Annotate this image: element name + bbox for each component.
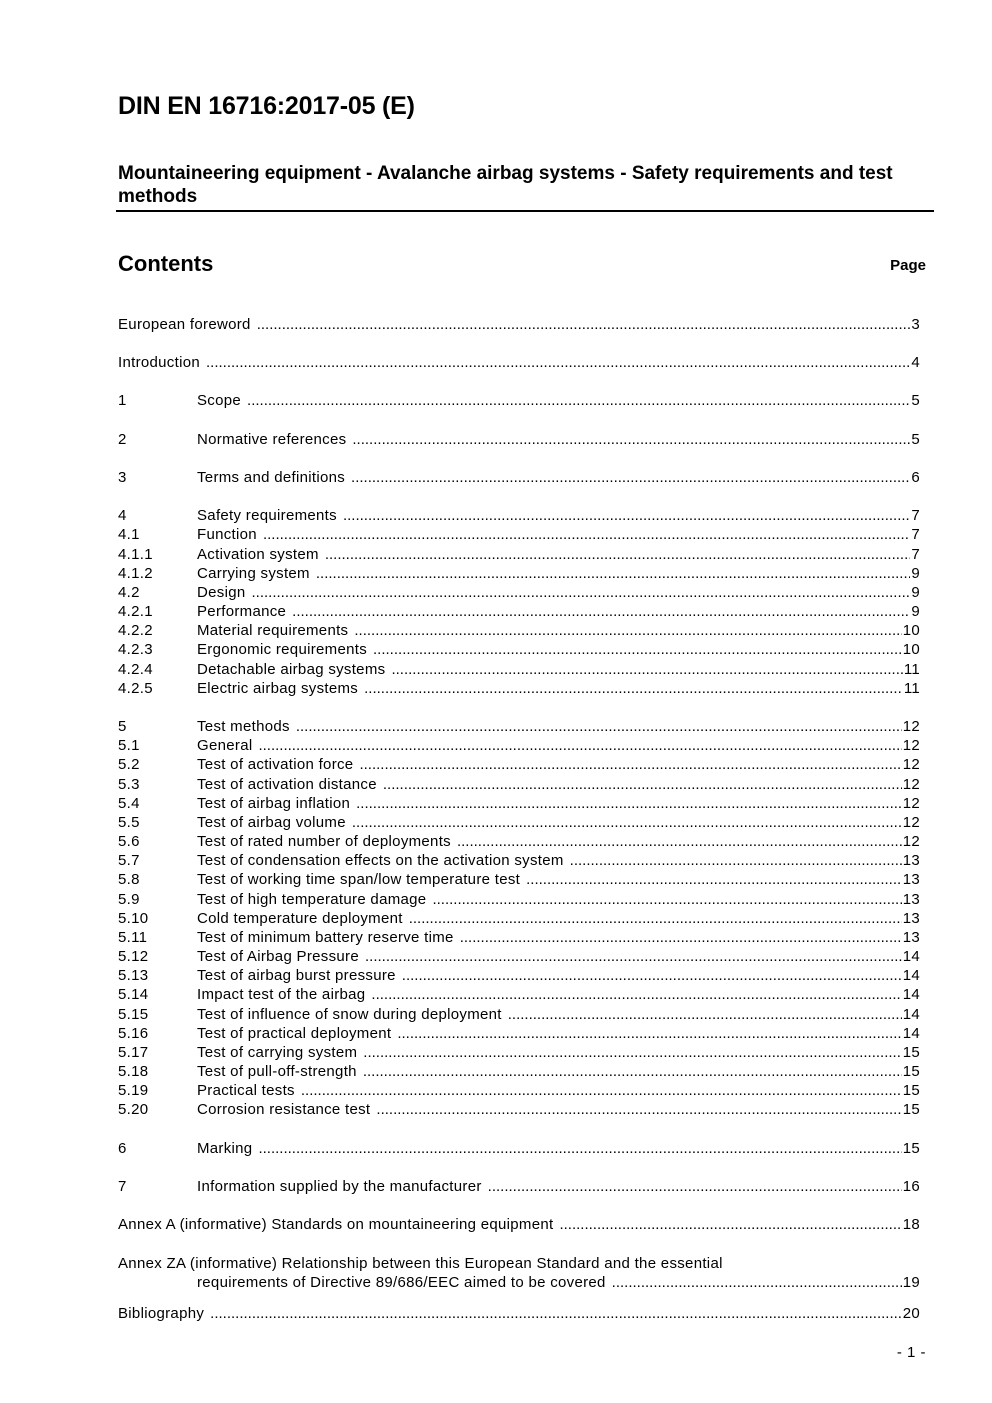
toc-entry-title: requirements of Directive 89/686/EEC aimed to be covered bbox=[197, 1274, 606, 1291]
toc-entry[interactable] bbox=[118, 391, 920, 410]
toc-entry[interactable] bbox=[118, 851, 920, 870]
toc-dot-leader bbox=[263, 525, 910, 544]
toc-entry-number: 4 bbox=[118, 507, 127, 524]
toc-entry[interactable] bbox=[118, 966, 920, 985]
toc-dot-leader bbox=[351, 468, 910, 487]
toc-entry[interactable] bbox=[118, 717, 920, 736]
toc-entry-page: 19 bbox=[902, 1274, 920, 1291]
toc-entry-title: Test of pull-off-strength bbox=[197, 1063, 357, 1080]
toc-entry-number: 4.1.1 bbox=[118, 546, 153, 563]
toc-annex-za-title[interactable]: Annex ZA (informative) Relationship between this European Standard and the essential bbox=[118, 1255, 723, 1272]
toc-entry-number: 5.12 bbox=[118, 948, 149, 965]
toc-entry-page: 16 bbox=[902, 1178, 920, 1195]
toc-entry-number: 2 bbox=[118, 431, 127, 448]
toc-entry-number: 5 bbox=[118, 718, 127, 735]
toc-dot-leader bbox=[457, 832, 902, 851]
toc-dot-leader bbox=[570, 851, 902, 870]
toc-dot-leader bbox=[206, 353, 910, 372]
toc-entry-number: 6 bbox=[118, 1140, 127, 1157]
toc-entry-title: Test of activation distance bbox=[197, 776, 377, 793]
toc-entry-page: 7 bbox=[911, 526, 920, 543]
toc-entry-title: Scope bbox=[197, 392, 242, 409]
toc-dot-leader bbox=[508, 1005, 902, 1024]
toc-entry-number: 4.2.2 bbox=[118, 622, 153, 639]
document-id: DIN EN 16716:2017-05 (E) bbox=[118, 92, 415, 120]
toc-entry-page: 14 bbox=[902, 1025, 920, 1042]
toc-entry-number: 5.5 bbox=[118, 814, 140, 831]
toc-entry[interactable] bbox=[118, 890, 920, 909]
toc-entry-title: Bibliography bbox=[118, 1305, 205, 1322]
toc-entry-number: 5.2 bbox=[118, 756, 140, 773]
toc-dot-leader bbox=[247, 391, 910, 410]
toc-entry-title: Test of activation force bbox=[197, 756, 354, 773]
toc-entry[interactable] bbox=[118, 832, 920, 851]
toc-dot-leader bbox=[258, 736, 901, 755]
toc-entry[interactable] bbox=[118, 813, 920, 832]
toc-entry[interactable] bbox=[118, 1304, 920, 1323]
toc-dot-leader bbox=[325, 545, 911, 564]
toc-dot-leader bbox=[397, 1024, 901, 1043]
toc-entry-page: 6 bbox=[911, 469, 920, 486]
toc-entry-page: 14 bbox=[902, 986, 920, 1003]
toc-dot-leader bbox=[364, 679, 903, 698]
toc-entry-title: Terms and definitions bbox=[197, 469, 346, 486]
toc-dot-leader bbox=[365, 947, 902, 966]
toc-entry[interactable] bbox=[118, 928, 920, 947]
toc-entry-page: 13 bbox=[902, 891, 920, 908]
toc-entry-page: 10 bbox=[902, 622, 920, 639]
toc-entry[interactable] bbox=[118, 506, 920, 525]
toc-entry-page: 5 bbox=[911, 431, 920, 448]
toc-dot-leader bbox=[460, 928, 902, 947]
page-column-label: Page bbox=[890, 257, 926, 274]
toc-entry-number: 5.4 bbox=[118, 795, 140, 812]
toc-entry-title: Ergonomic requirements bbox=[197, 641, 368, 658]
toc-dot-leader bbox=[559, 1215, 901, 1234]
toc-entry-page: 7 bbox=[911, 546, 920, 563]
toc-entry-number: 5.7 bbox=[118, 852, 140, 869]
toc-entry-title: Practical tests bbox=[197, 1082, 295, 1099]
toc-entry[interactable] bbox=[118, 775, 920, 794]
toc-entry-title: Test of working time span/low temperature test bbox=[197, 871, 521, 888]
toc-entry-page: 10 bbox=[902, 641, 920, 658]
toc-entry-page: 12 bbox=[902, 756, 920, 773]
page-number: - 1 - bbox=[896, 1344, 926, 1361]
toc-entry-page: 15 bbox=[902, 1082, 920, 1099]
toc-entry-number: 4.2.3 bbox=[118, 641, 153, 658]
toc-dot-leader bbox=[301, 1081, 902, 1100]
toc-entry-page: 4 bbox=[911, 354, 920, 371]
toc-dot-leader bbox=[258, 1139, 901, 1158]
toc-entry-number: 4.1 bbox=[118, 526, 140, 543]
toc-entry-page: 18 bbox=[902, 1216, 920, 1233]
toc-entry-number: 5.3 bbox=[118, 776, 140, 793]
toc-entry[interactable] bbox=[118, 1273, 920, 1292]
toc-entry-title: Corrosion resistance test bbox=[197, 1101, 371, 1118]
toc-entry-page: 11 bbox=[903, 680, 920, 697]
toc-entry-title: Information supplied by the manufacturer bbox=[197, 1178, 482, 1195]
toc-entry[interactable] bbox=[118, 755, 920, 774]
toc-entry[interactable] bbox=[118, 545, 920, 564]
toc-entry-page: 3 bbox=[911, 316, 920, 333]
toc-entry-title: Test of airbag burst pressure bbox=[197, 967, 396, 984]
toc-entry-number: 5.15 bbox=[118, 1006, 149, 1023]
toc-entry[interactable] bbox=[118, 947, 920, 966]
toc-entry-page: 15 bbox=[902, 1044, 920, 1061]
toc-entry[interactable] bbox=[118, 985, 920, 1004]
toc-entry[interactable] bbox=[118, 1005, 920, 1024]
toc-entry-title: General bbox=[197, 737, 253, 754]
toc-entry-title: Test of condensation effects on the activation system bbox=[197, 852, 564, 869]
title-divider bbox=[116, 210, 934, 212]
toc-dot-leader bbox=[376, 1100, 901, 1119]
toc-entry-number: 5.17 bbox=[118, 1044, 149, 1061]
toc-entry-number: 5.11 bbox=[118, 929, 148, 946]
toc-entry-page: 12 bbox=[902, 795, 920, 812]
toc-entry-title: Test of airbag volume bbox=[197, 814, 346, 831]
toc-dot-leader bbox=[359, 755, 901, 774]
toc-entry-title: Test of rated number of deployments bbox=[197, 833, 451, 850]
toc-entry-title: Function bbox=[197, 526, 257, 543]
toc-entry-title: Test of airbag inflation bbox=[197, 795, 351, 812]
toc-entry[interactable] bbox=[118, 1081, 920, 1100]
toc-entry-title: Carrying system bbox=[197, 565, 310, 582]
toc-dot-leader bbox=[352, 813, 902, 832]
toc-dot-leader bbox=[526, 870, 902, 889]
toc-entry[interactable] bbox=[118, 660, 920, 679]
toc-dot-leader bbox=[371, 985, 901, 1004]
toc-entry[interactable] bbox=[118, 621, 920, 640]
toc-entry-number: 4.2.5 bbox=[118, 680, 153, 697]
toc-entry-page: 13 bbox=[902, 929, 920, 946]
toc-entry-title: Marking bbox=[197, 1140, 253, 1157]
toc-dot-leader bbox=[252, 583, 911, 602]
toc-dot-leader bbox=[409, 909, 902, 928]
toc-entry-page: 12 bbox=[902, 833, 920, 850]
toc-entry-page: 5 bbox=[911, 392, 920, 409]
toc-entry-number: 5.14 bbox=[118, 986, 149, 1003]
toc-entry-number: 4.1.2 bbox=[118, 565, 153, 582]
toc-entry-page: 12 bbox=[902, 718, 920, 735]
toc-entry[interactable] bbox=[118, 909, 920, 928]
toc-entry-page: 14 bbox=[902, 1006, 920, 1023]
toc-entry-number: 5.19 bbox=[118, 1082, 149, 1099]
toc-entry[interactable] bbox=[118, 1215, 920, 1234]
toc-entry[interactable] bbox=[118, 679, 920, 698]
toc-entry[interactable] bbox=[118, 353, 920, 372]
toc-entry[interactable] bbox=[118, 870, 920, 889]
toc-entry-number: 4.2.1 bbox=[118, 603, 153, 620]
toc-entry[interactable] bbox=[118, 1100, 920, 1119]
toc-dot-leader bbox=[296, 717, 902, 736]
toc-entry-title: Safety requirements bbox=[197, 507, 337, 524]
toc-entry[interactable] bbox=[118, 468, 920, 487]
toc-entry-page: 14 bbox=[902, 967, 920, 984]
toc-dot-leader bbox=[363, 1043, 901, 1062]
toc-dot-leader bbox=[343, 506, 910, 525]
toc-entry-title: Impact test of the airbag bbox=[197, 986, 366, 1003]
toc-entry-page: 15 bbox=[902, 1101, 920, 1118]
toc-dot-leader bbox=[383, 775, 902, 794]
toc-entry[interactable] bbox=[118, 1062, 920, 1081]
toc-dot-leader bbox=[354, 621, 901, 640]
toc-entry-title: Test of minimum battery reserve time bbox=[197, 929, 454, 946]
toc-entry[interactable] bbox=[118, 583, 920, 602]
toc-entry-title: Test of high temperature damage bbox=[197, 891, 427, 908]
toc-entry[interactable] bbox=[118, 602, 920, 621]
toc-dot-leader bbox=[373, 640, 902, 659]
toc-entry-title: Activation system bbox=[197, 546, 319, 563]
toc-dot-leader bbox=[356, 794, 902, 813]
toc-dot-leader bbox=[402, 966, 902, 985]
toc-entry-title: Material requirements bbox=[197, 622, 349, 639]
toc-dot-leader bbox=[612, 1273, 902, 1292]
toc-entry[interactable] bbox=[118, 736, 920, 755]
toc-dot-leader bbox=[432, 890, 901, 909]
toc-entry-title: Introduction bbox=[118, 354, 200, 371]
toc-entry-number: 5.20 bbox=[118, 1101, 149, 1118]
toc-entry-title: European foreword bbox=[118, 316, 251, 333]
toc-entry-number: 5.6 bbox=[118, 833, 140, 850]
toc-entry-page: 20 bbox=[902, 1305, 920, 1322]
toc-entry[interactable] bbox=[118, 1139, 920, 1158]
toc-entry-title: Test of Airbag Pressure bbox=[197, 948, 359, 965]
toc-entry[interactable] bbox=[118, 525, 920, 544]
toc-entry-title: Normative references bbox=[197, 431, 347, 448]
toc-entry-number: 5.8 bbox=[118, 871, 140, 888]
toc-entry-number: 7 bbox=[118, 1178, 127, 1195]
toc-dot-leader bbox=[488, 1177, 902, 1196]
toc-dot-leader bbox=[363, 1062, 902, 1081]
toc-entry-title: Test of influence of snow during deployment bbox=[197, 1006, 502, 1023]
toc-entry-number: 3 bbox=[118, 469, 127, 486]
toc-entry-page: 9 bbox=[911, 584, 920, 601]
toc-entry-number: 5.16 bbox=[118, 1025, 149, 1042]
toc-entry-page: 13 bbox=[902, 910, 920, 927]
toc-entry-title: Test methods bbox=[197, 718, 290, 735]
toc-entry-page: 15 bbox=[902, 1140, 920, 1157]
toc-entry-title: Detachable airbag systems bbox=[197, 661, 386, 678]
toc-entry-page: 11 bbox=[903, 661, 920, 678]
toc-entry[interactable] bbox=[118, 794, 920, 813]
toc-entry-page: 9 bbox=[911, 603, 920, 620]
toc-dot-leader bbox=[210, 1304, 902, 1323]
toc-entry-title: Electric airbag systems bbox=[197, 680, 359, 697]
toc-entry-page: 13 bbox=[902, 852, 920, 869]
toc-entry-number: 5.18 bbox=[118, 1063, 149, 1080]
toc-entry-number: 4.2.4 bbox=[118, 661, 153, 678]
toc-entry-page: 14 bbox=[902, 948, 920, 965]
toc-entry-page: 9 bbox=[911, 565, 920, 582]
toc-dot-leader bbox=[257, 315, 911, 334]
toc-entry-title: Cold temperature deployment bbox=[197, 910, 403, 927]
toc-entry[interactable] bbox=[118, 564, 920, 583]
toc-entry-page: 7 bbox=[911, 507, 920, 524]
toc-entry[interactable] bbox=[118, 1043, 920, 1062]
toc-entry-number: 4.2 bbox=[118, 584, 140, 601]
toc-entry-page: 12 bbox=[902, 814, 920, 831]
toc-entry-page: 12 bbox=[902, 776, 920, 793]
toc-entry-title: Test of practical deployment bbox=[197, 1025, 392, 1042]
toc-entry-title: Annex A (informative) Standards on mountaineering equipment bbox=[118, 1216, 554, 1233]
toc-entry[interactable] bbox=[118, 1024, 920, 1043]
toc-entry[interactable] bbox=[118, 430, 920, 449]
toc-entry-number: 5.10 bbox=[118, 910, 149, 927]
toc-entry-page: 13 bbox=[902, 871, 920, 888]
toc-entry[interactable] bbox=[118, 1177, 920, 1196]
toc-entry-title: Test of carrying system bbox=[197, 1044, 358, 1061]
toc-entry-title: Design bbox=[197, 584, 246, 601]
toc-entry[interactable] bbox=[118, 315, 920, 334]
toc-entry-page: 12 bbox=[902, 737, 920, 754]
toc-dot-leader bbox=[316, 564, 910, 583]
toc-entry[interactable] bbox=[118, 640, 920, 659]
toc-entry-title: Performance bbox=[197, 603, 287, 620]
toc-dot-leader bbox=[352, 430, 910, 449]
toc-entry-number: 5.1 bbox=[118, 737, 140, 754]
contents-heading: Contents bbox=[118, 251, 214, 276]
toc-dot-leader bbox=[391, 660, 902, 679]
toc-entry-page: 15 bbox=[902, 1063, 920, 1080]
toc-entry-number: 1 bbox=[118, 392, 127, 409]
toc-dot-leader bbox=[292, 602, 910, 621]
toc-entry-number: 5.9 bbox=[118, 891, 140, 908]
document-title: Mountaineering equipment - Avalanche airbag systems - Safety requirements and test methods bbox=[118, 163, 893, 207]
toc-entry-number: 5.13 bbox=[118, 967, 149, 984]
